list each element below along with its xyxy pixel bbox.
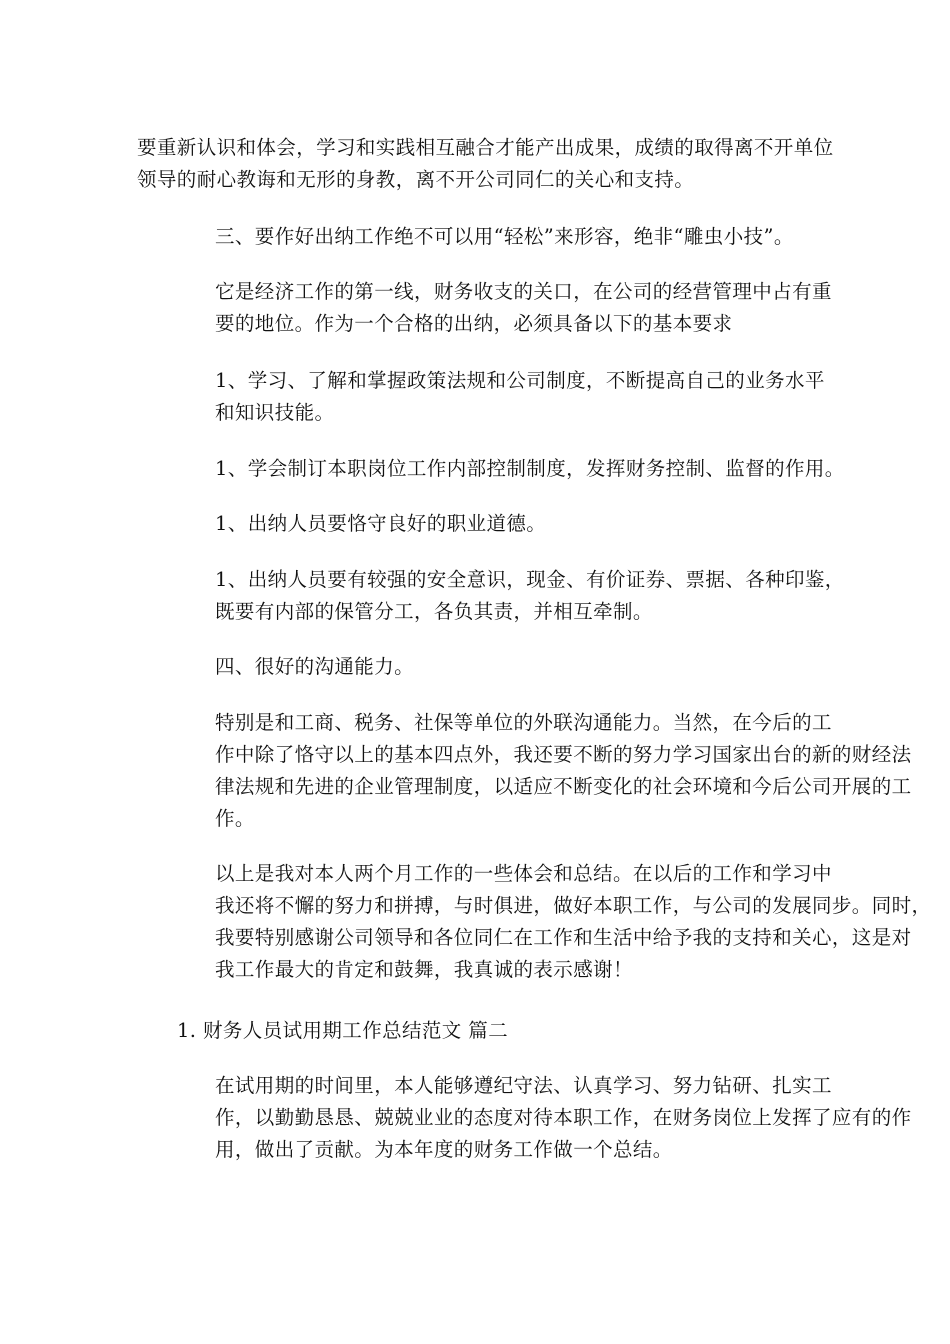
text-line: 律法规和先进的企业管理制度，以适应不断变化的社会环境和今后公司开展的工: [215, 775, 912, 798]
text-line: 我工作最大的肯定和鼓舞，我真诚的表示感谢！: [215, 958, 633, 981]
text-line: 三、要作好出纳工作绝不可以用“轻松”来形容，绝非“雕虫小技”。: [215, 225, 794, 248]
text-line: 1、学习、了解和掌握政策法规和公司制度，不断提高自己的业务水平: [215, 369, 825, 392]
paragraph-communication: [137, 707, 912, 835]
text-line: 领导的耐心教诲和无形的身教，离不开公司同仁的关心和支持。: [137, 168, 695, 191]
text-line: 1、学会制订本职岗位工作内部控制制度，发挥财务控制、监督的作用。: [215, 457, 845, 480]
article-heading-part-two: [137, 1015, 817, 1047]
text-line: 我还将不懈的努力和拼搏，与时俱进，做好本职工作，与公司的发展同步。同时，: [215, 894, 932, 917]
text-line: 特别是和工商、税务、社保等单位的外联沟通能力。当然，在今后的工: [215, 711, 832, 734]
text-line: 作，以勤勤恳恳、兢兢业业的态度对待本职工作，在财务岗位上发挥了应有的作: [215, 1106, 912, 1129]
list-item-3-ethics: [137, 508, 817, 540]
text-line: 既要有内部的保管分工，各负其责，并相互牵制。: [215, 600, 653, 623]
text-line: 作。: [215, 807, 255, 830]
text-line: 1、出纳人员要有较强的安全意识，现金、有价证券、票据、各种印鉴，: [215, 568, 845, 591]
text-line: 和知识技能。: [215, 401, 335, 424]
text-line: 以上是我对本人两个月工作的一些体会和总结。在以后的工作和学习中: [215, 862, 832, 885]
text-line: 在试用期的时间里，本人能够遵纪守法、认真学习、努力钻研、扎实工: [215, 1074, 832, 1097]
paragraph-cashier-role: [137, 276, 832, 340]
paragraph-probation-summary: [137, 1070, 912, 1166]
paragraph-conclusion: [137, 858, 932, 986]
text-line: 作中除了恪守以上的基本四点外，我还要不断的努力学习国家出台的新的财经法: [215, 743, 912, 766]
section-heading-four: [137, 651, 817, 683]
text-line: 1. 财务人员试用期工作总结范文 篇二: [177, 1019, 509, 1042]
text-line: 它是经济工作的第一线，财务收支的关口，在公司的经营管理中占有重: [215, 280, 832, 303]
text-line: 要重新认识和体会，学习和实践相互融合才能产出成果，成绩的取得离不开单位: [137, 136, 834, 159]
list-item-2-controls: [137, 453, 845, 485]
paragraph-gratitude-cont: [137, 132, 834, 196]
text-line: 1、出纳人员要恪守良好的职业道德。: [215, 512, 547, 535]
text-line: 四、很好的沟通能力。: [215, 655, 415, 678]
list-item-1-learning: [137, 365, 825, 429]
text-line: 要的地位。作为一个合格的出纳，必须具备以下的基本要求: [215, 312, 733, 335]
text-line: 用，做出了贡献。为本年度的财务工作做一个总结。: [215, 1138, 673, 1161]
text-line: 我要特别感谢公司领导和各位同仁在工作和生活中给予我的支持和关心，这是对: [215, 926, 912, 949]
section-heading-three: [137, 221, 817, 253]
list-item-4-security: [137, 564, 845, 628]
